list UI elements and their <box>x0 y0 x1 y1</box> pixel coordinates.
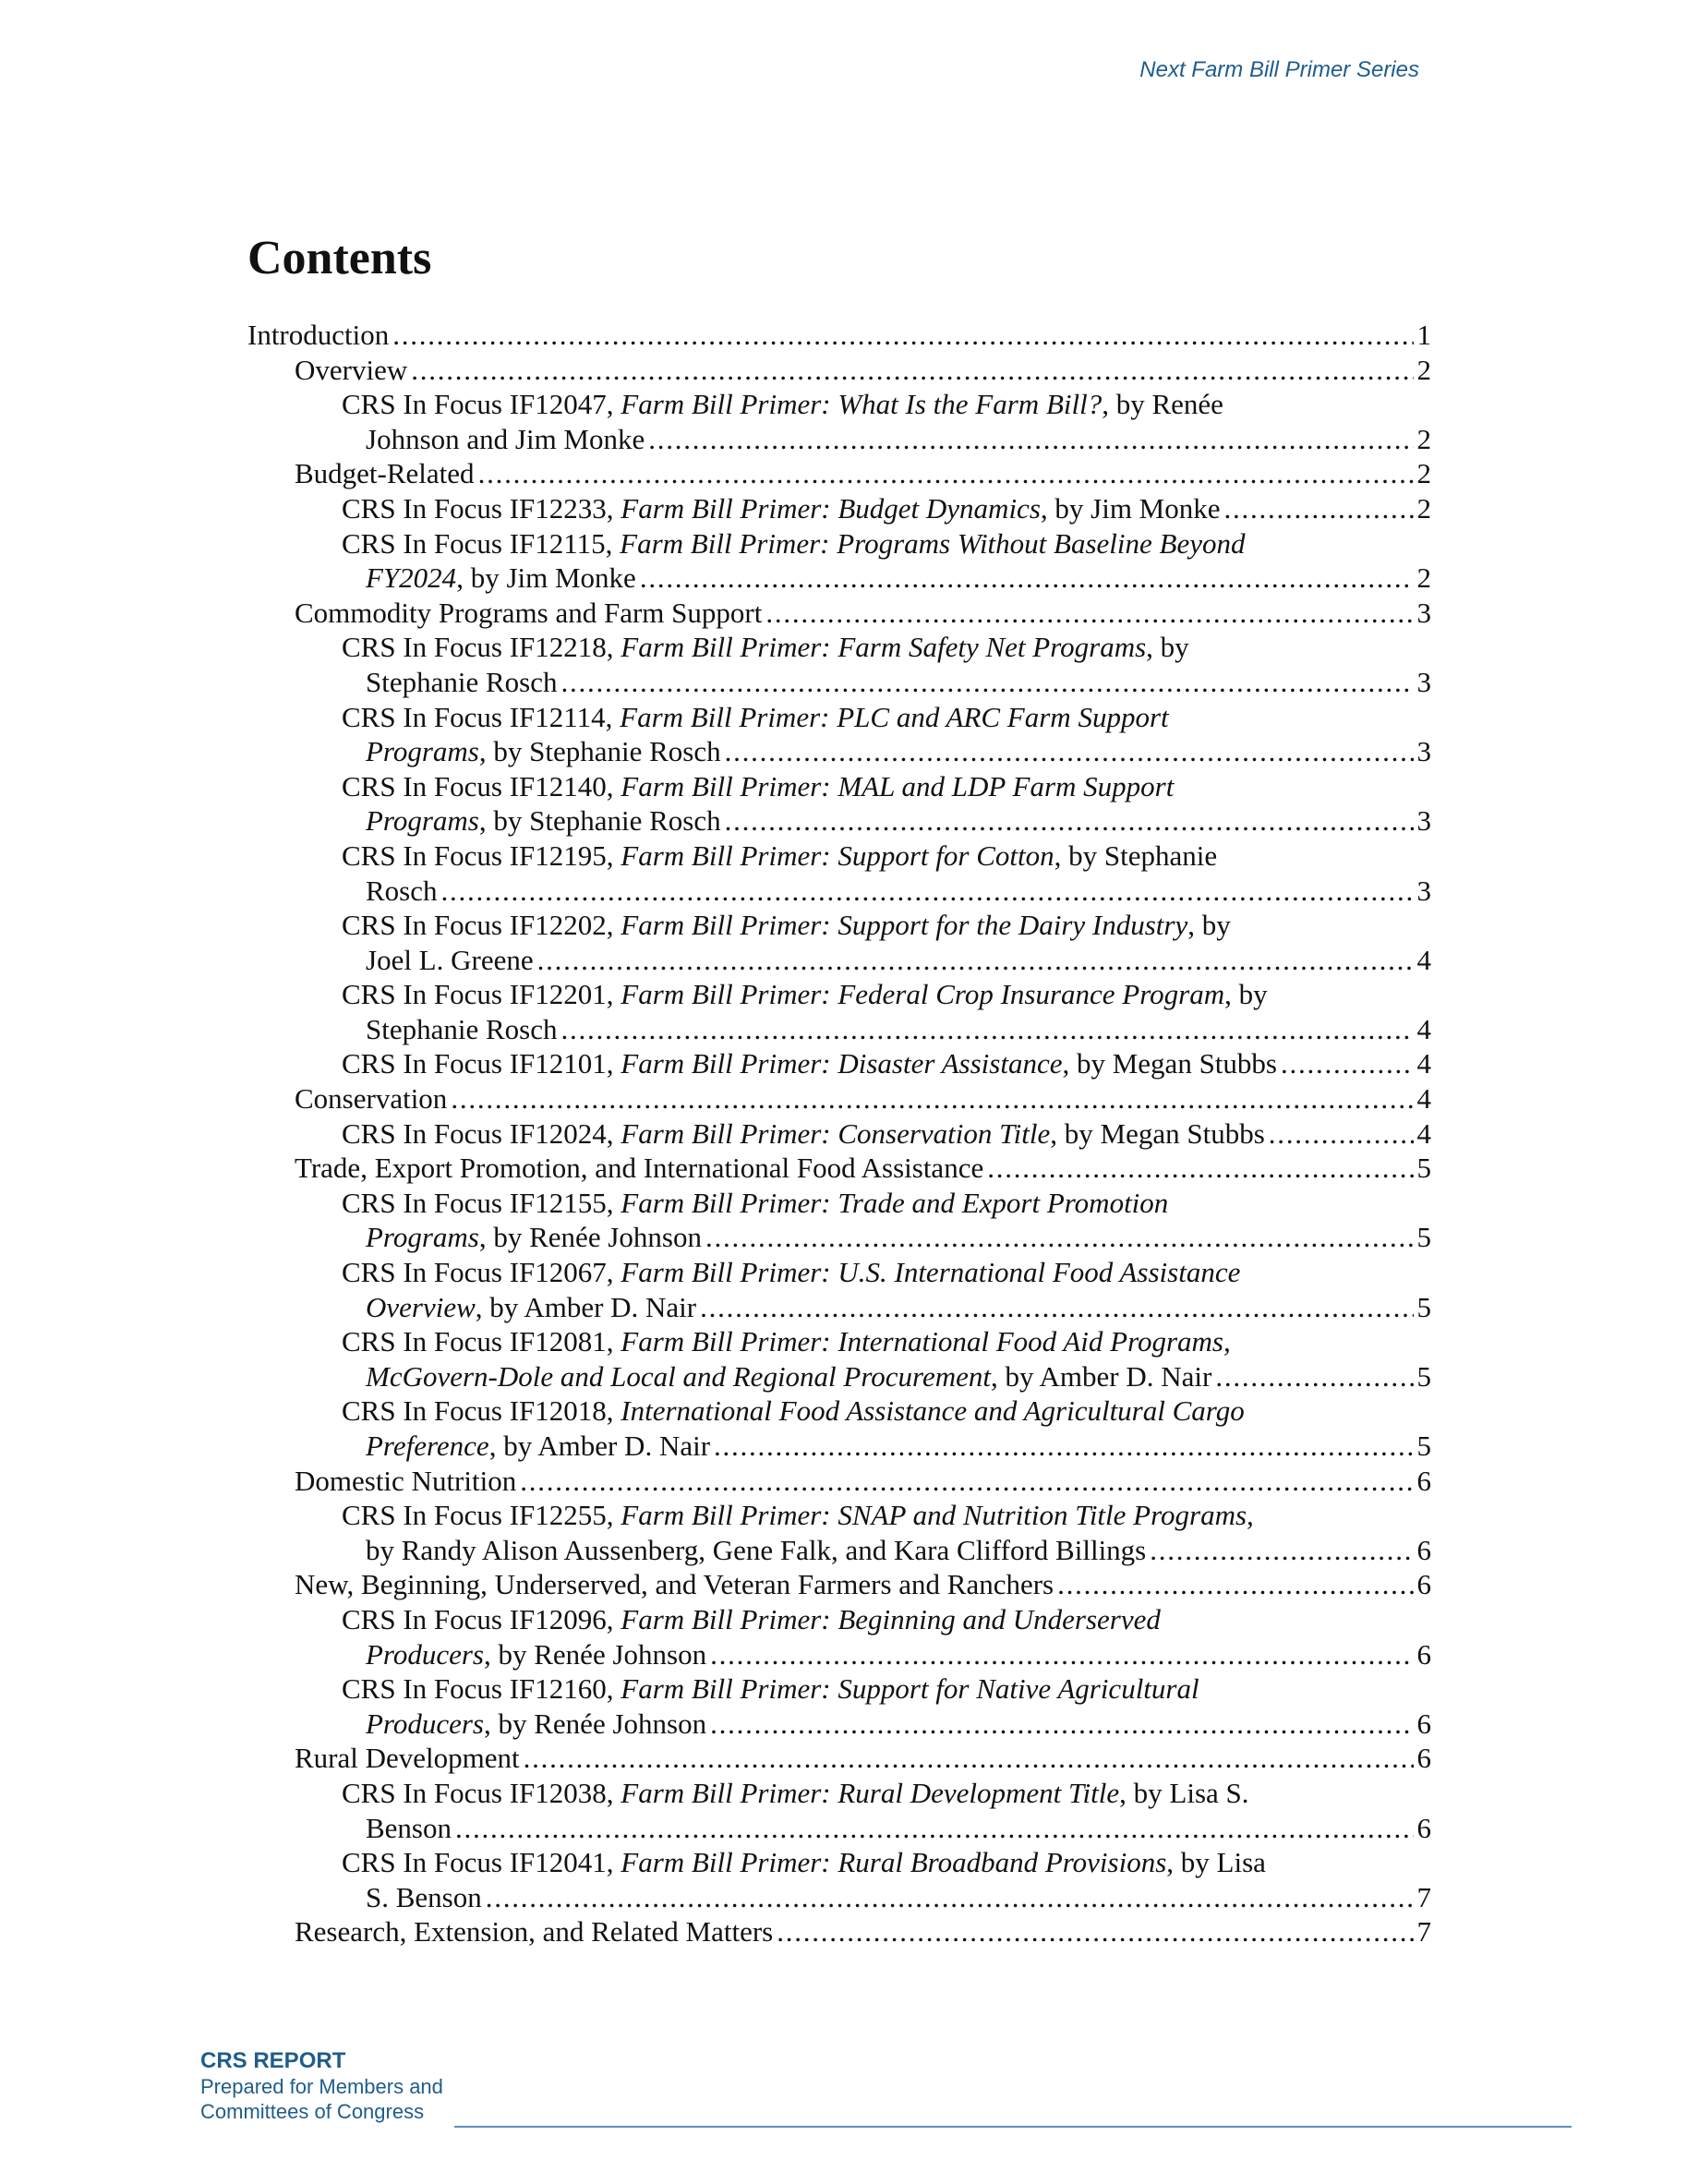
toc-entry-title: Farm Bill Primer: Farm Safety Net Programs <box>621 631 1147 664</box>
toc-entry-text <box>366 1359 1211 1394</box>
toc-entry-text <box>295 1464 516 1499</box>
toc-page-number: 2 <box>1416 491 1431 525</box>
toc-entry-text <box>342 491 1221 526</box>
toc-entry-segment: CRS In Focus IF12195, <box>342 839 621 872</box>
toc-entry[interactable] <box>247 1324 1431 1394</box>
toc-entry-text <box>366 1012 558 1047</box>
toc-leader-dots <box>561 665 1414 700</box>
toc-entry-segment: CRS In Focus IF12041, <box>342 1846 621 1879</box>
toc-entry-segment: CRS In Focus IF12081, <box>342 1325 621 1358</box>
toc-page-number: 5 <box>1416 1430 1431 1462</box>
toc-entry-segment: CRS In Focus IF12160, <box>342 1672 621 1706</box>
toc-entry-line <box>295 1741 1431 1776</box>
toc-entry-text <box>366 1811 452 1846</box>
toc-entry-segment: , by <box>1146 631 1189 664</box>
toc-entry[interactable] <box>247 1602 1431 1671</box>
toc-page-number: 2 <box>1416 561 1431 595</box>
toc-entry-text <box>366 943 534 978</box>
toc-entry-text <box>366 1707 706 1742</box>
toc-entry-continuation <box>342 1811 1431 1846</box>
toc-page-number: 2 <box>1416 457 1431 490</box>
toc-entry-text <box>366 665 558 700</box>
toc-entry-segment: CRS In Focus IF12140, <box>342 769 621 802</box>
toc-entry-text <box>342 1498 1254 1533</box>
toc-entry-continuation <box>342 874 1431 909</box>
toc-entry-text <box>295 1741 520 1776</box>
toc-entry-segment: CRS In Focus IF12202, <box>342 909 621 942</box>
toc-entry-text <box>342 1116 1265 1152</box>
toc-entry-continuation <box>342 1707 1431 1742</box>
table-of-contents <box>247 318 1431 1949</box>
toc-leader-dots <box>392 318 1413 353</box>
toc-entry-segment: , by Stephanie Rosch <box>478 804 721 838</box>
toc-entry[interactable] <box>247 353 1431 388</box>
toc-page-number: 3 <box>1416 735 1431 768</box>
toc-leader-dots <box>705 1220 1414 1255</box>
toc-leader-dots <box>478 456 1414 491</box>
toc-entry-title: Farm Bill Primer: Rural Broadband Provisions <box>621 1846 1167 1879</box>
toc-leader-dots <box>486 1880 1414 1915</box>
toc-entry-segment: CRS In Focus IF12101, <box>342 1047 621 1080</box>
toc-entry[interactable] <box>247 1567 1431 1602</box>
toc-entry-title: Programs <box>366 1221 479 1254</box>
toc-page-number: 4 <box>1416 1082 1431 1116</box>
toc-entry[interactable] <box>247 769 1431 839</box>
toc-page-number: 6 <box>1416 1533 1431 1566</box>
toc-entry-line <box>342 977 1431 1012</box>
toc-entry-segment: , by <box>1187 909 1231 942</box>
toc-entry-text <box>342 630 1189 665</box>
toc-entry[interactable] <box>247 387 1431 456</box>
toc-leader-dots <box>725 734 1414 769</box>
toc-entry-text <box>366 561 636 596</box>
toc-entry-line <box>342 1186 1431 1221</box>
toc-entry-line <box>342 1776 1431 1811</box>
toc-leader-dots <box>1281 1046 1414 1081</box>
footer-line-1: Prepared for Members and <box>200 2075 443 2098</box>
toc-entry[interactable] <box>247 1498 1431 1567</box>
toc-entry-segment: , by Amber D. Nair <box>488 1430 711 1462</box>
toc-page-number: 5 <box>1416 1152 1431 1185</box>
toc-entry-continuation <box>342 734 1431 769</box>
toc-entry-title: Preference <box>366 1430 489 1462</box>
toc-entry-segment: Benson <box>366 1811 452 1844</box>
toc-entry-text <box>366 874 438 909</box>
toc-page-number: 6 <box>1416 1707 1431 1740</box>
toc-entry-segment: , by Renée Johnson <box>484 1707 707 1740</box>
toc-entry-title: Farm Bill Primer: Disaster Assistance <box>621 1047 1063 1080</box>
toc-entry-segment: CRS In Focus IF12024, <box>342 1116 621 1150</box>
toc-entry-continuation <box>342 561 1431 596</box>
toc-page-number: 4 <box>1416 943 1431 976</box>
toc-entry-text <box>342 1186 1168 1221</box>
toc-leader-dots <box>648 422 1413 457</box>
toc-entry-text <box>366 734 721 769</box>
toc-page-number: 3 <box>1416 874 1431 907</box>
toc-entry-title: Farm Bill Primer: Support for the Dairy Industry <box>621 909 1188 942</box>
toc-entry-segment: Budget-Related <box>295 457 475 490</box>
toc-entry-line <box>342 491 1431 526</box>
toc-entry-line <box>342 769 1431 804</box>
toc-entry-text <box>295 1914 773 1949</box>
toc-entry[interactable] <box>247 977 1431 1046</box>
toc-entry[interactable] <box>247 1151 1431 1186</box>
toc-entry-segment: Commodity Programs and Farm Support <box>295 596 763 629</box>
toc-entry-text <box>366 803 721 839</box>
toc-page-number: 1 <box>1416 319 1431 351</box>
toc-entry-text <box>366 1637 706 1672</box>
toc-entry-segment: CRS In Focus IF12038, <box>342 1776 621 1809</box>
toc-entry[interactable] <box>247 1186 1431 1255</box>
toc-leader-dots <box>640 561 1414 596</box>
toc-entry-segment: CRS In Focus IF12218, <box>342 631 621 664</box>
toc-page-number: 6 <box>1416 1742 1431 1775</box>
toc-page-number: 5 <box>1416 1290 1431 1323</box>
toc-entry-line <box>342 1046 1431 1081</box>
toc-leader-dots <box>1224 491 1414 526</box>
toc-entry-segment: CRS In Focus IF12155, <box>342 1186 621 1219</box>
toc-page-number: 7 <box>1416 1915 1431 1949</box>
toc-entry-continuation <box>342 1637 1431 1672</box>
footer-line-2: Committees of Congress <box>200 2100 425 2123</box>
toc-entry-text <box>342 1845 1266 1880</box>
toc-entry-line <box>342 1602 1431 1637</box>
toc-entry-title: Farm Bill Primer: Rural Development Title <box>621 1776 1120 1809</box>
toc-entry-text <box>342 1394 1245 1429</box>
toc-entry-line <box>295 1081 1431 1116</box>
toc-entry-line <box>295 1914 1431 1949</box>
toc-entry[interactable] <box>247 1081 1431 1116</box>
toc-entry-line <box>295 1151 1431 1186</box>
toc-entry-text <box>295 1081 447 1116</box>
toc-leader-dots <box>537 943 1414 978</box>
toc-entry-title: International Food Assistance and Agricultural Cargo <box>621 1394 1245 1428</box>
toc-entry-title: Farm Bill Primer: Federal Crop Insurance Program <box>621 978 1225 1011</box>
toc-entry[interactable] <box>247 1776 1431 1845</box>
toc-leader-dots <box>451 1081 1413 1116</box>
toc-entry[interactable] <box>247 1116 1431 1152</box>
toc-entry-line <box>342 1498 1431 1533</box>
toc-leader-dots <box>520 1464 1413 1499</box>
toc-entry-segment: Rosch <box>366 874 438 907</box>
toc-entry-line <box>342 526 1431 561</box>
toc-entry-title: Producers <box>366 1637 484 1671</box>
toc-entry-segment: by Randy Alison Aussenberg, Gene Falk, and Kara Clifford Billings <box>366 1533 1147 1566</box>
toc-entry-text <box>342 387 1223 422</box>
toc-entry-line <box>342 387 1431 422</box>
toc-leader-dots <box>441 874 1414 909</box>
toc-entry-text <box>342 1602 1161 1637</box>
toc-entry[interactable] <box>247 908 1431 977</box>
toc-entry-continuation <box>342 1012 1431 1047</box>
toc-entry-segment: , by Amber D. Nair <box>990 1359 1212 1393</box>
toc-entry-text <box>366 1533 1146 1568</box>
toc-entry[interactable] <box>247 491 1431 526</box>
toc-entry[interactable] <box>247 1845 1431 1914</box>
toc-entry-text <box>342 908 1231 943</box>
toc-page-number: 6 <box>1416 1811 1431 1844</box>
toc-entry-line <box>295 1567 1431 1602</box>
toc-entry-continuation <box>342 1429 1431 1464</box>
toc-entry-title: Producers <box>366 1707 484 1740</box>
toc-entry-segment: CRS In Focus IF12114, <box>342 700 621 733</box>
toc-entry[interactable] <box>247 700 1431 769</box>
toc-page-number: 4 <box>1416 1012 1431 1045</box>
toc-entry-line <box>295 456 1431 491</box>
toc-entry-line <box>247 318 1431 353</box>
toc-leader-dots <box>710 1707 1413 1742</box>
toc-entry-segment: CRS In Focus IF12018, <box>342 1394 621 1428</box>
toc-entry-title: Farm Bill Primer: What Is the Farm Bill? <box>621 388 1103 421</box>
toc-leader-dots <box>1150 1533 1413 1568</box>
toc-entry-line <box>342 630 1431 665</box>
toc-entry-segment: CRS In Focus IF12255, <box>342 1499 621 1532</box>
toc-entry-continuation <box>342 803 1431 839</box>
toc-entry-text <box>366 422 645 457</box>
toc-entry-line <box>342 1671 1431 1707</box>
toc-entry-text <box>342 839 1217 874</box>
toc-page-number: 4 <box>1416 1047 1431 1080</box>
toc-leader-dots <box>524 1741 1414 1776</box>
toc-entry[interactable] <box>247 526 1431 596</box>
toc-entry-line <box>342 839 1431 874</box>
toc-entry-segment: CRS In Focus IF12047, <box>342 388 621 421</box>
toc-entry-line <box>295 596 1431 631</box>
footer-brand: CRS REPORT <box>200 2048 346 2073</box>
toc-entry-segment: , by Megan Stubbs <box>1062 1047 1277 1080</box>
toc-entry-segment: , by Lisa <box>1166 1846 1266 1879</box>
toc-entry-title: Farm Bill Primer: SNAP and Nutrition Title Programs <box>621 1499 1247 1532</box>
toc-entry-title: Farm Bill Primer: PLC and ARC Farm Support <box>620 700 1169 733</box>
toc-entry[interactable] <box>247 1741 1431 1776</box>
toc-entry-title: Farm Bill Primer: Support for Cotton <box>621 839 1054 872</box>
toc-leader-dots <box>1057 1567 1413 1602</box>
toc-entry-text <box>295 456 475 491</box>
toc-leader-dots <box>710 1637 1413 1672</box>
toc-page-number: 5 <box>1416 1359 1431 1393</box>
toc-entry-text <box>366 1220 702 1255</box>
toc-entry[interactable] <box>247 1464 1431 1499</box>
toc-page-number: 7 <box>1416 1880 1431 1913</box>
toc-entry-text <box>295 1567 1054 1602</box>
toc-leader-dots <box>714 1429 1413 1464</box>
toc-entry[interactable] <box>247 456 1431 491</box>
toc-entry[interactable] <box>247 1394 1431 1463</box>
toc-entry-segment: Overview <box>295 353 408 386</box>
toc-entry-title: FY2024 <box>366 561 457 595</box>
toc-entry-text <box>342 700 1169 735</box>
toc-entry-line <box>342 1845 1431 1880</box>
toc-entry-title: Programs <box>366 735 479 768</box>
toc-entry-title: Farm Bill Primer: Support for Native Agricultural <box>621 1672 1199 1706</box>
toc-entry-text <box>366 1429 710 1464</box>
running-header: Next Farm Bill Primer Series <box>1139 57 1419 82</box>
footer-rule <box>454 2126 1572 2128</box>
toc-entry-line <box>295 1464 1431 1499</box>
toc-page-number: 6 <box>1416 1568 1431 1601</box>
toc-entry-segment: , by Renée Johnson <box>484 1637 707 1671</box>
toc-entry-segment: , by Megan Stubbs <box>1050 1116 1265 1150</box>
toc-entry-continuation <box>342 943 1431 978</box>
toc-entry[interactable] <box>247 318 1431 353</box>
toc-entry-line <box>342 1116 1431 1152</box>
toc-entry-text <box>342 1776 1249 1811</box>
toc-entry-text <box>366 1290 696 1325</box>
toc-entry-title: Farm Bill Primer: MAL and LDP Farm Support <box>621 769 1175 802</box>
toc-entry-segment: , by Lisa S. <box>1119 1776 1249 1809</box>
toc-entry-line <box>342 700 1431 735</box>
toc-entry-segment: Joel L. Greene <box>366 943 534 976</box>
toc-leader-dots <box>765 596 1413 631</box>
toc-entry[interactable] <box>247 630 1431 699</box>
toc-entry-segment: , <box>1247 1499 1254 1532</box>
toc-page-number: 2 <box>1416 353 1431 386</box>
toc-entry[interactable] <box>247 839 1431 908</box>
toc-entry-segment: Conservation <box>295 1082 448 1116</box>
toc-entry-title: Farm Bill Primer: Budget Dynamics <box>621 491 1041 525</box>
toc-entry-segment: Stephanie Rosch <box>366 665 558 698</box>
toc-entry-segment: Johnson and Jim Monke <box>366 422 645 455</box>
toc-entry-title: Farm Bill Primer: U.S. International Food Assistance <box>621 1256 1241 1289</box>
toc-entry-text <box>366 1880 482 1915</box>
toc-entry-title: McGovern-Dole and Local and Regional Procurement <box>366 1359 991 1393</box>
toc-entry-segment: , by Renée Johnson <box>478 1221 702 1254</box>
toc-page-number: 4 <box>1416 1116 1431 1150</box>
toc-entry-text <box>342 977 1268 1012</box>
toc-entry-segment: , by Stephanie <box>1054 839 1218 872</box>
toc-leader-dots <box>561 1012 1414 1047</box>
toc-entry-segment: CRS In Focus IF12115, <box>342 526 621 560</box>
page-title: Contents <box>247 232 432 284</box>
toc-entry-text <box>295 1151 983 1186</box>
toc-entry[interactable] <box>247 1671 1431 1741</box>
toc-entry-segment: Domestic Nutrition <box>295 1464 517 1497</box>
toc-entry-continuation <box>342 422 1431 457</box>
toc-leader-dots <box>700 1290 1413 1325</box>
toc-entry-line <box>342 1324 1431 1359</box>
toc-entry-segment: , by Renée <box>1102 388 1223 421</box>
toc-entry-line <box>342 1394 1431 1429</box>
toc-page-number: 5 <box>1416 1221 1431 1254</box>
toc-entry-line <box>342 1255 1431 1290</box>
toc-entry-segment: Stephanie Rosch <box>366 1012 558 1045</box>
toc-entry-text <box>342 1046 1277 1081</box>
toc-entry-text <box>342 1255 1240 1290</box>
toc-entry-text <box>295 353 407 388</box>
toc-leader-dots <box>725 803 1414 839</box>
toc-page-number: 6 <box>1416 1464 1431 1497</box>
toc-entry-text <box>342 526 1245 561</box>
toc-entry-segment: CRS In Focus IF12096, <box>342 1602 621 1635</box>
toc-entry-title: Farm Bill Primer: Trade and Export Promotion <box>621 1186 1169 1219</box>
toc-leader-dots <box>987 1151 1413 1186</box>
toc-page-number: 2 <box>1416 422 1431 455</box>
toc-entry-segment: CRS In Focus IF12067, <box>342 1256 621 1289</box>
toc-entry-continuation <box>342 1290 1431 1325</box>
toc-leader-dots <box>1269 1116 1414 1152</box>
toc-entry-continuation <box>342 1359 1431 1394</box>
toc-page-number: 3 <box>1416 804 1431 838</box>
toc-entry-segment: Trade, Export Promotion, and International Food Assistance <box>295 1152 984 1185</box>
toc-entry-text <box>247 318 389 353</box>
toc-entry-title: Farm Bill Primer: Beginning and Underserved <box>621 1602 1161 1635</box>
footer-branding <box>200 2048 443 2124</box>
toc-entry-title: Overview <box>366 1290 476 1323</box>
toc-entry-continuation <box>342 1533 1431 1568</box>
toc-entry-segment: CRS In Focus IF12233, <box>342 491 621 525</box>
toc-entry-segment: , by Jim Monke <box>1040 491 1221 525</box>
toc-leader-dots <box>1215 1359 1413 1394</box>
toc-entry-segment: , by <box>1224 978 1268 1011</box>
toc-entry-title: Farm Bill Primer: Conservation Title <box>621 1116 1051 1150</box>
toc-entry[interactable] <box>247 1255 1431 1324</box>
toc-entry-title: Farm Bill Primer: International Food Aid Programs, <box>621 1325 1231 1358</box>
toc-entry-segment: , by Stephanie Rosch <box>478 735 721 768</box>
toc-entry-text <box>342 1324 1231 1359</box>
toc-entry-continuation <box>342 665 1431 700</box>
toc-entry-text <box>342 1671 1199 1707</box>
toc-entry-segment: S. Benson <box>366 1880 482 1913</box>
toc-entry-segment: , by Jim Monke <box>456 561 636 595</box>
toc-entry[interactable] <box>247 1914 1431 1949</box>
toc-leader-dots <box>455 1811 1414 1846</box>
toc-page-number: 3 <box>1416 665 1431 698</box>
toc-page-number: 3 <box>1416 596 1431 629</box>
toc-leader-dots <box>411 353 1413 388</box>
toc-entry-title: Farm Bill Primer: Programs Without Baseline Beyond <box>620 526 1246 560</box>
toc-entry-segment: Rural Development <box>295 1742 520 1775</box>
toc-page-number: 6 <box>1416 1637 1431 1671</box>
toc-entry-segment: New, Beginning, Underserved, and Veteran Farmers and Ranchers <box>295 1568 1054 1601</box>
toc-entry-segment: CRS In Focus IF12201, <box>342 978 621 1011</box>
toc-leader-dots <box>777 1914 1413 1949</box>
toc-entry[interactable] <box>247 596 1431 631</box>
toc-entry-segment: Introduction <box>247 319 390 351</box>
toc-entry-segment: Research, Extension, and Related Matters <box>295 1915 774 1949</box>
toc-entry-segment: , by Amber D. Nair <box>475 1290 697 1323</box>
toc-entry-title: Programs <box>366 804 479 838</box>
toc-entry-continuation <box>342 1880 1431 1915</box>
toc-entry-continuation <box>342 1220 1431 1255</box>
toc-entry-text <box>342 769 1174 804</box>
toc-entry-text <box>295 596 762 631</box>
toc-entry-line <box>295 353 1431 388</box>
toc-entry[interactable] <box>247 1046 1431 1081</box>
toc-entry-line <box>342 908 1431 943</box>
